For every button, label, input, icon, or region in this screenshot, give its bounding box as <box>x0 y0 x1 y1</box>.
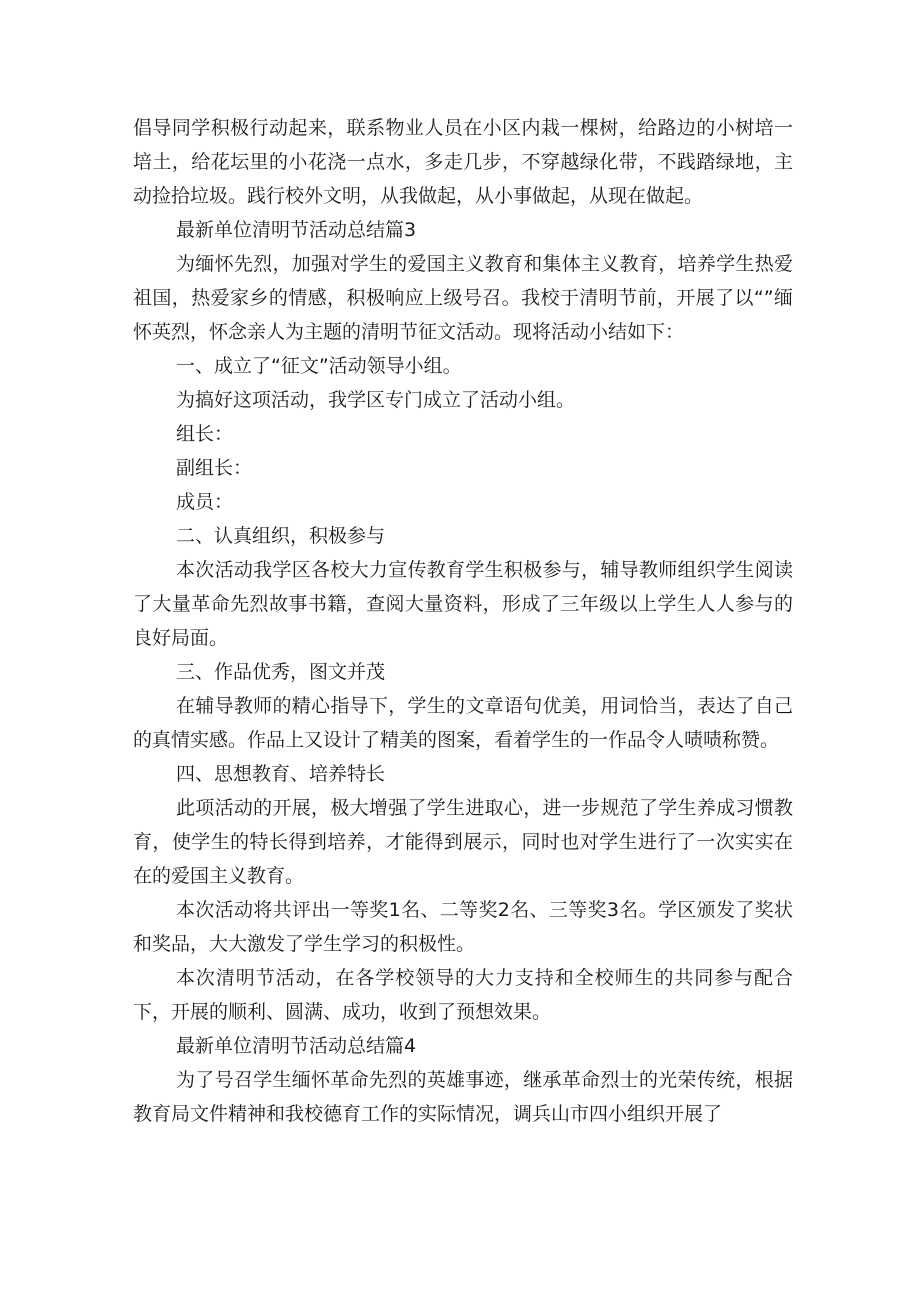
paragraph: 本次清明节活动，在各学校领导的大力支持和全校师生的共同参与配合下，开展的顺利、圆满、成功，收到了预想效果。 <box>133 967 793 1023</box>
section-heading: 最新单位清明节活动总结篇3 <box>176 219 417 241</box>
document-body <box>133 111 793 1131</box>
paragraph: 副组长： <box>176 457 253 479</box>
paragraph: 为搞好这项活动，我学区专门成立了活动小组。 <box>176 389 576 411</box>
paragraph: 此项活动的开展，极大增强了学生进取心，进一步规范了学生养成习惯教育，使学生的特长得到培养，才能得到展示，同时也对学生进行了一次实实在在的爱国主义教育。 <box>133 797 793 887</box>
section-heading: 三、作品优秀，图文并茂 <box>176 661 386 683</box>
paragraph: 为了号召学生缅怀革命先烈的英雄事迹，继承革命烈士的光荣传统，根据教育局文件精神和我校德育工作的实际情况，调兵山市四小组织开展了 <box>133 1069 793 1125</box>
section-heading: 四、思想教育、培养特长 <box>176 763 386 785</box>
section-heading: 最新单位清明节活动总结篇4 <box>176 1035 417 1057</box>
paragraph: 成员： <box>176 491 234 513</box>
paragraph: 本次活动将共评出一等奖1名、二等奖2名、三等奖3名。学区颁发了奖状和奖品，大大激发了学生学习的积极性。 <box>133 899 793 955</box>
paragraph: 组长： <box>176 423 234 445</box>
section-heading: 一、成立了“征文”活动领导小组。 <box>176 355 462 377</box>
paragraph: 为缅怀先烈，加强对学生的爱国主义教育和集体主义教育，培养学生热爱祖国，热爱家乡的情感，积极响应上级号召。我校于清明节前，开展了以“”缅怀英烈，怀念亲人为主题的清明节征文活动。现将活动小结如下： <box>133 253 793 343</box>
paragraph: 本次活动我学区各校大力宣传教育学生积极参与，辅导教师组织学生阅读了大量革命先烈故事书籍，查阅大量资料，形成了三年级以上学生人人参与的良好局面。 <box>133 559 793 649</box>
paragraph: 在辅导教师的精心指导下，学生的文章语句优美，用词恰当，表达了自己的真情实感。作品上又设计了精美的图案，看着学生的一作品令人啧啧称赞。 <box>133 695 793 751</box>
paragraph: 倡导同学积极行动起来，联系物业人员在小区内栽一棵树，给路边的小树培一培土，给花坛里的小花浇一点水，多走几步，不穿越绿化带，不践踏绿地，主动捡拾垃圾。践行校外文明，从我做起，从小事做起，从现在做起。 <box>133 117 793 207</box>
section-heading: 二、认真组织，积极参与 <box>176 525 386 547</box>
